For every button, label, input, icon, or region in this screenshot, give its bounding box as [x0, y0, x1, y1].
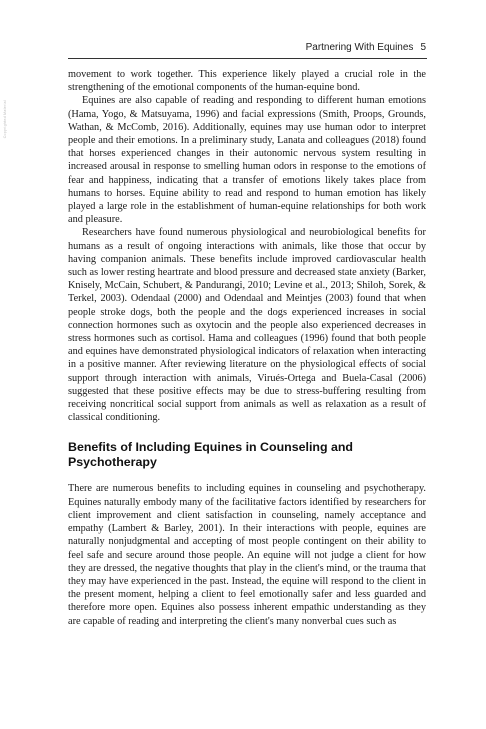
paragraph: Researchers have found numerous physiological and neurobiological benefits for humans as a result of ongoing interactions with animals, like those that occur by having companion animals. These benefits include improved cardiovascular health such as lower resting heartrate and blood pressure and decreased state anxiety (Barker, Knisely, McCain, Schubert, & Pandurangi, 2010; Levine et al., 2013; Shiloh, Sorek, & Terkel, 2003). Odendaal (2000) and Odendaal and Meintjes (2003) found that when people stroke dogs, both the people and the dogs experienced increases in social connection hormones such as oxytocin and the people also experienced decreases in stress hormones such as cortisol. Hama and colleagues (1996) found that both people and equines have demonstrated physiological indicators of relaxation when interacting in a positive manner. After reviewing literature on the physiological effects of social support through interaction with animals, Virués-Ortega and Buela-Casal (2006) suggested that these positive effects may be due to stress-buffering resulting from receiving noncritical social support from animals as well as relaxation as a result of classical conditioning.	[68, 227, 426, 424]
page-number: 5	[420, 42, 426, 53]
section-paragraph: There are numerous benefits to including equines in counseling and psychotherapy. Equines naturally embody many of the facilitative factors identified by researchers for client improvement and client satisfaction in counseling, namely acceptance and empathy (Lambert & Barley, 2001). In their interactions with people, equines are naturally nonjudgmental and accepting of most people contingent on their ability to feel safe and secure around those people. An equine will not judge a client for how they are dressed, the negative thoughts that play in the client's mind, or the trauma that they may have experienced in the past. Instead, the equine will respond to the client in the present moment, helping a client to feel emotionally safer and less guarded and therefore more open. Equines also possess inherent empathic understanding as they are capable of reading and interpreting the client's many nonverbal cues such as	[68, 483, 426, 627]
paragraph-continued: movement to work together. This experience likely played a crucial role in the strengthening of the emotional components of the human-equine bond.	[68, 69, 426, 94]
paragraph: Equines are also capable of reading and responding to different human emotions (Hama, Yogo, & Matsuyama, 1996) and facial expressions (Smith, Proops, Grounds, Wathan, & McComb, 2016). Additionally, equines may use human odor to interpret people and their emotions. In a preliminary study, Lanata and colleagues (2018) found that horses experienced changes in their autonomic nervous system resulting in increased arousal in response to smelling human odors in response to the emotions of fear and happiness, indicating that a transfer of emotions likely takes place from humans to horses. Equine ability to read and respond to human emotion has likely played a large role in the establishment of human-equine relationships for both work and pleasure.	[68, 95, 426, 226]
side-watermark: Copyrighted Material	[3, 100, 7, 139]
running-head	[68, 42, 426, 53]
header-rule	[68, 58, 427, 59]
body-text	[68, 68, 426, 628]
section-heading: Benefits of Including Equines in Counseling and Psychotherapy	[68, 440, 353, 470]
running-title: Partnering With Equines	[305, 42, 414, 53]
